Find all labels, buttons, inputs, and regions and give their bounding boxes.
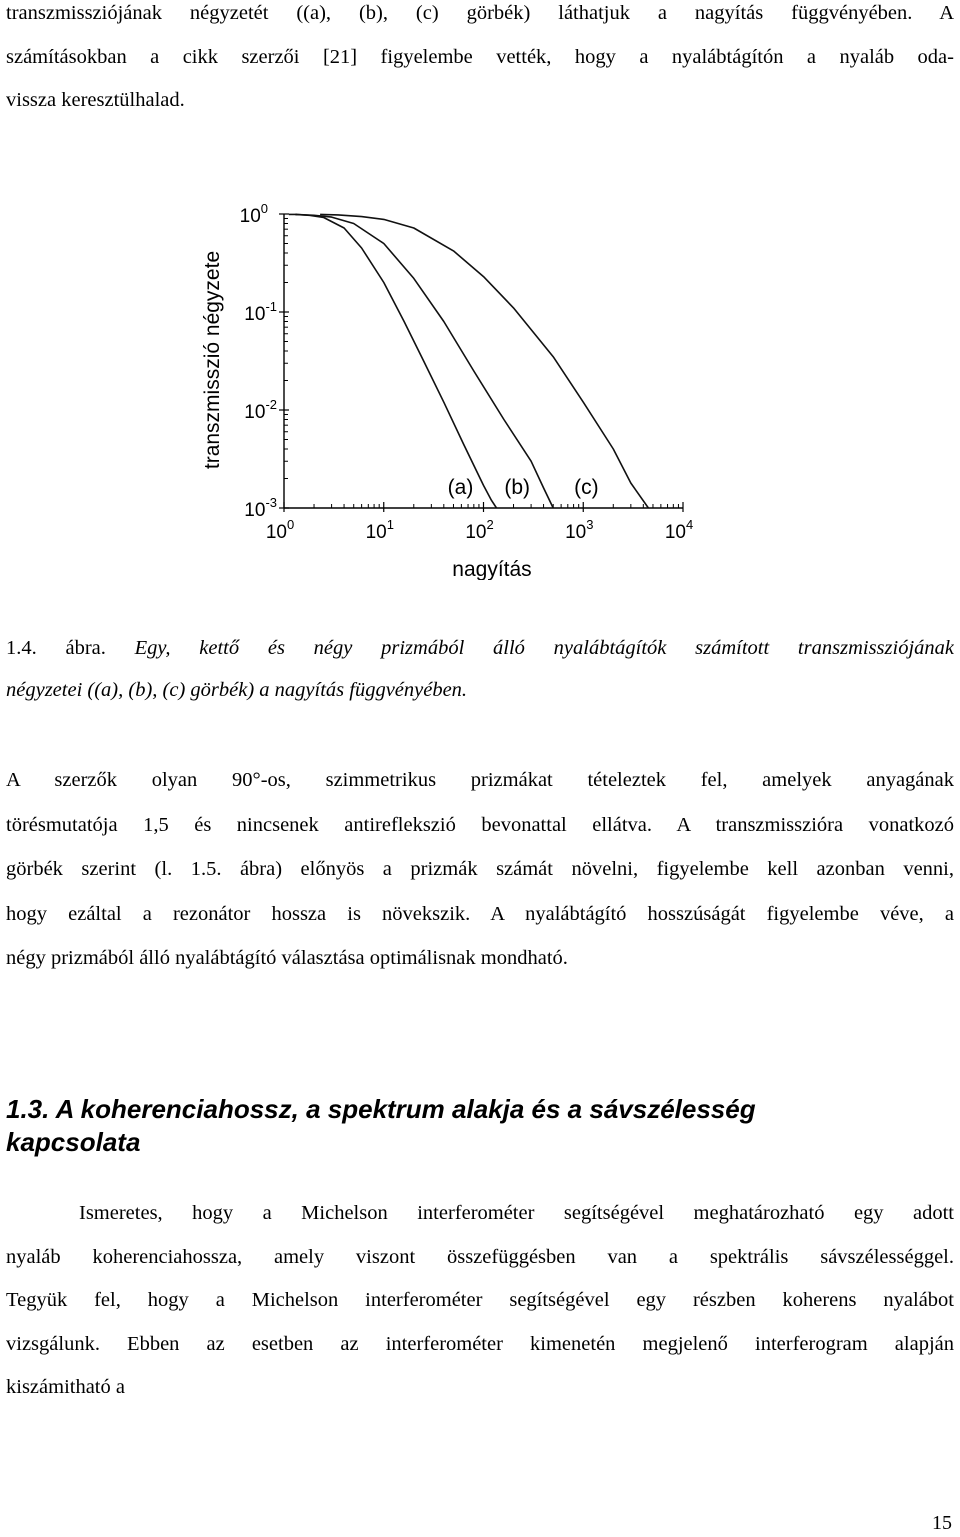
series-label: (b) — [504, 476, 531, 499]
caption-text: négyzetei ((a), (b), (c) görbék) a nagyítás függvényében. — [6, 679, 468, 701]
series-label: (a) — [447, 476, 474, 499]
text-line: hogy ezáltal a rezonátor hossza is növekszik. A nyalábtágító hosszúságát figyelembe véve, a — [6, 902, 954, 925]
text-line: Ismeretes, hogy a Michelson interferométer segítségével meghatározható egy adott — [79, 1202, 954, 1224]
y-tick-label: $10^{-2}$ — [244, 397, 277, 423]
body-paragraph-2 — [6, 758, 954, 981]
x-tick-label: $10^3$ — [565, 517, 594, 543]
text-line: transzmissziójának négyzetét ((a), (b), (c) görbék) láthatjuk a nagyítás függvényében. A — [6, 2, 954, 24]
caption-line-2 — [6, 669, 954, 711]
y-axis-label: transzmisszió négyzete — [201, 250, 224, 470]
y-tick-label: $10^{-1}$ — [244, 299, 277, 325]
text-line: A szerzők olyan 90°-os, szimmetrikus prizmákat tételeztek fel, amelyek anyagának — [6, 769, 954, 791]
x-axis-label: nagyítás — [452, 558, 532, 580]
text-line: vizsgálunk. Ebben az esetben az interferométer kimenetén megjelenő interferogram alapján — [6, 1332, 954, 1355]
series-curve-3 — [320, 214, 648, 508]
x-tick-label: $10^2$ — [465, 517, 494, 543]
plot-frame — [284, 214, 683, 508]
y-axis — [240, 201, 289, 521]
text-line: Tegyük fel, hogy a Michelson interferométer segítségével egy részben koherens nyalábot — [6, 1289, 954, 1311]
text-line: négy prizmából álló nyalábtágító választása optimálisnak mondható. — [6, 947, 568, 969]
x-tick-label: $10^1$ — [365, 517, 394, 543]
body-paragraph-3 — [6, 1192, 954, 1410]
curves — [289, 214, 648, 508]
section-heading — [6, 1093, 954, 1159]
text-line: vissza keresztülhalad. — [6, 89, 185, 111]
top-paragraph — [6, 0, 954, 123]
text-line: kiszámitható a — [6, 1376, 125, 1398]
figure-caption — [6, 627, 954, 711]
caption-label: 1.4. ábra. — [6, 637, 106, 659]
text-line: számításokban a cikk szerzői [21] figyelembe vették, hogy a nyalábtágítón a nyaláb oda- — [6, 45, 954, 68]
series-label: (c) — [574, 476, 599, 499]
caption-line-1 — [6, 627, 954, 669]
text-line: törésmutatója 1,5 és nincsenek antireflekszió bevonattal ellátva. A transzmisszióra vonatkozó — [6, 813, 954, 836]
y-tick-label: $10^0$ — [239, 201, 268, 227]
heading-line-1: 1.3. A koherenciahossz, a spektrum alakja és a sávszélesség — [6, 1094, 756, 1124]
text-line: nyaláb koherenciahossza, amely viszont összefüggésben van a spektrális sávszélességgel. — [6, 1245, 954, 1268]
page-number: 15 — [932, 1512, 952, 1534]
x-tick-label: $10^0$ — [265, 517, 295, 543]
transmission-chart — [180, 188, 720, 580]
text-line: görbék szerint (l. 1.5. ábra) előnyös a prizmák számát növelni, figyelembe kell azonban venni, — [6, 858, 954, 880]
heading-line-2: kapcsolata — [6, 1127, 141, 1157]
caption-text: Egy, kettő és négy prizmából álló nyalábtágítók számított transzmissziójának — [134, 637, 954, 659]
x-tick-label: $10^4$ — [664, 517, 694, 543]
series-labels — [448, 476, 599, 499]
y-tick-label: $10^{-3}$ — [244, 495, 277, 521]
